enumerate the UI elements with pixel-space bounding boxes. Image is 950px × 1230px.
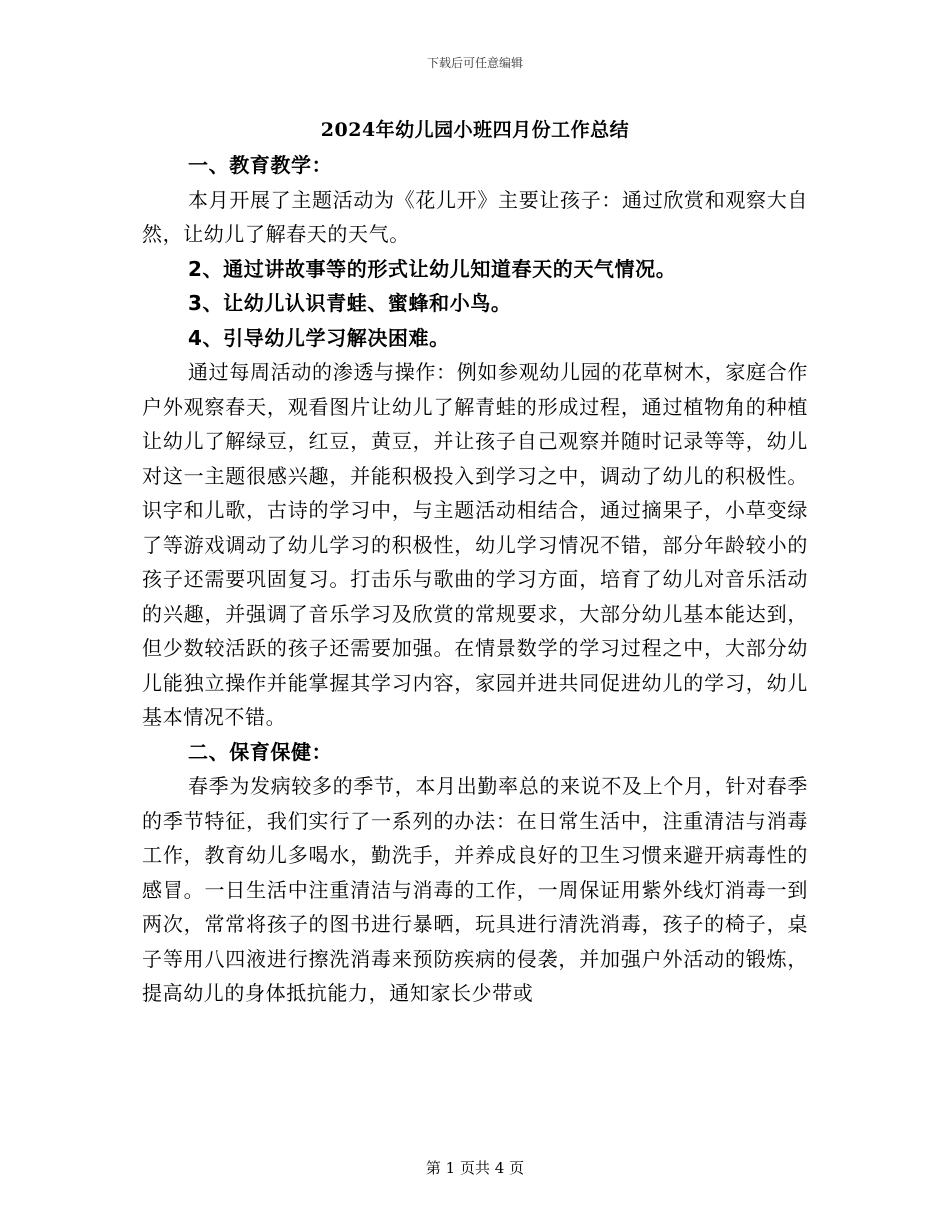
paragraph-health: 春季为发病较多的季节，本月出勤率总的来说不及上个月，针对春季的季节特征，我们实行了一系列的办法：在日常生活中，注重清洁与消毒工作，教育幼儿多喝水，勤洗手，并养成良好的卫生习惯来避开病毒性的感冒。一日生活中注重清洁与消毒的工作，一周保证用紫外线灯消毒一到两次，常常将孩子的图书进行暴晒，玩具进行清洗消毒，孩子的椅子，桌子等用八四液进行擦洗消毒来预防疾病的侵袭，并加强户外活动的锻炼，提高幼儿的身体抵抗能力，通知家长少带或 [142, 774, 808, 1005]
document-title: 2024年幼儿园小班四月份工作总结 [320, 119, 630, 141]
point-3: 3、让幼儿认识青蛙、蜜蜂和小鸟。 [188, 291, 512, 315]
point-2: 2、通过讲故事等的形式让幼儿知道春天的天气情况。 [188, 256, 677, 281]
paragraph-intro: 本月开展了主题活动为《花儿开》主要让孩子：通过欣赏和观察大自然，让幼儿了解春天的天气。 [142, 187, 808, 246]
section-heading-education: 一、教育教学： [188, 153, 333, 177]
point-4: 4、引导幼儿学习解决困难。 [188, 325, 450, 350]
document-body [142, 148, 808, 1011]
section-heading-health: 二、保育保健： [188, 739, 333, 764]
paragraph-activities: 通过每周活动的渗透与操作：例如参观幼儿园的花草树木，家庭合作户外观察春天，观看图片让幼儿了解青蛙的形成过程，通过植物角的种植让幼儿了解绿豆，红豆，黄豆，并让孩子自己观察并随时记录等等，幼儿对这一主题很感兴趣，并能积极投入到学习之中，调动了幼儿的积极性。识字和儿歌，古诗的学习中，与主题活动相结合，通过摘果子，小草变绿了等游戏调动了幼儿学习的积极性，幼儿学习情况不错，部分年龄较小的孩子还需要巩固复习。打击乐与歌曲的学习方面，培育了幼儿对音乐活动的兴趣，并强调了音乐学习及欣赏的常规要求，大部分幼儿基本能达到，但少数较活跃的孩子还需要加强。在情景数学的学习过程之中，大部分幼儿能独立操作并能掌握其学习内容，家园并进共同促进幼儿的学习，幼儿基本情况不错。 [142, 360, 808, 729]
page-footer [0, 1157, 950, 1178]
header-note: 下载后可任意编辑 [426, 56, 523, 70]
page-number-label: 第 1 页共 4 页 [425, 1159, 525, 1177]
